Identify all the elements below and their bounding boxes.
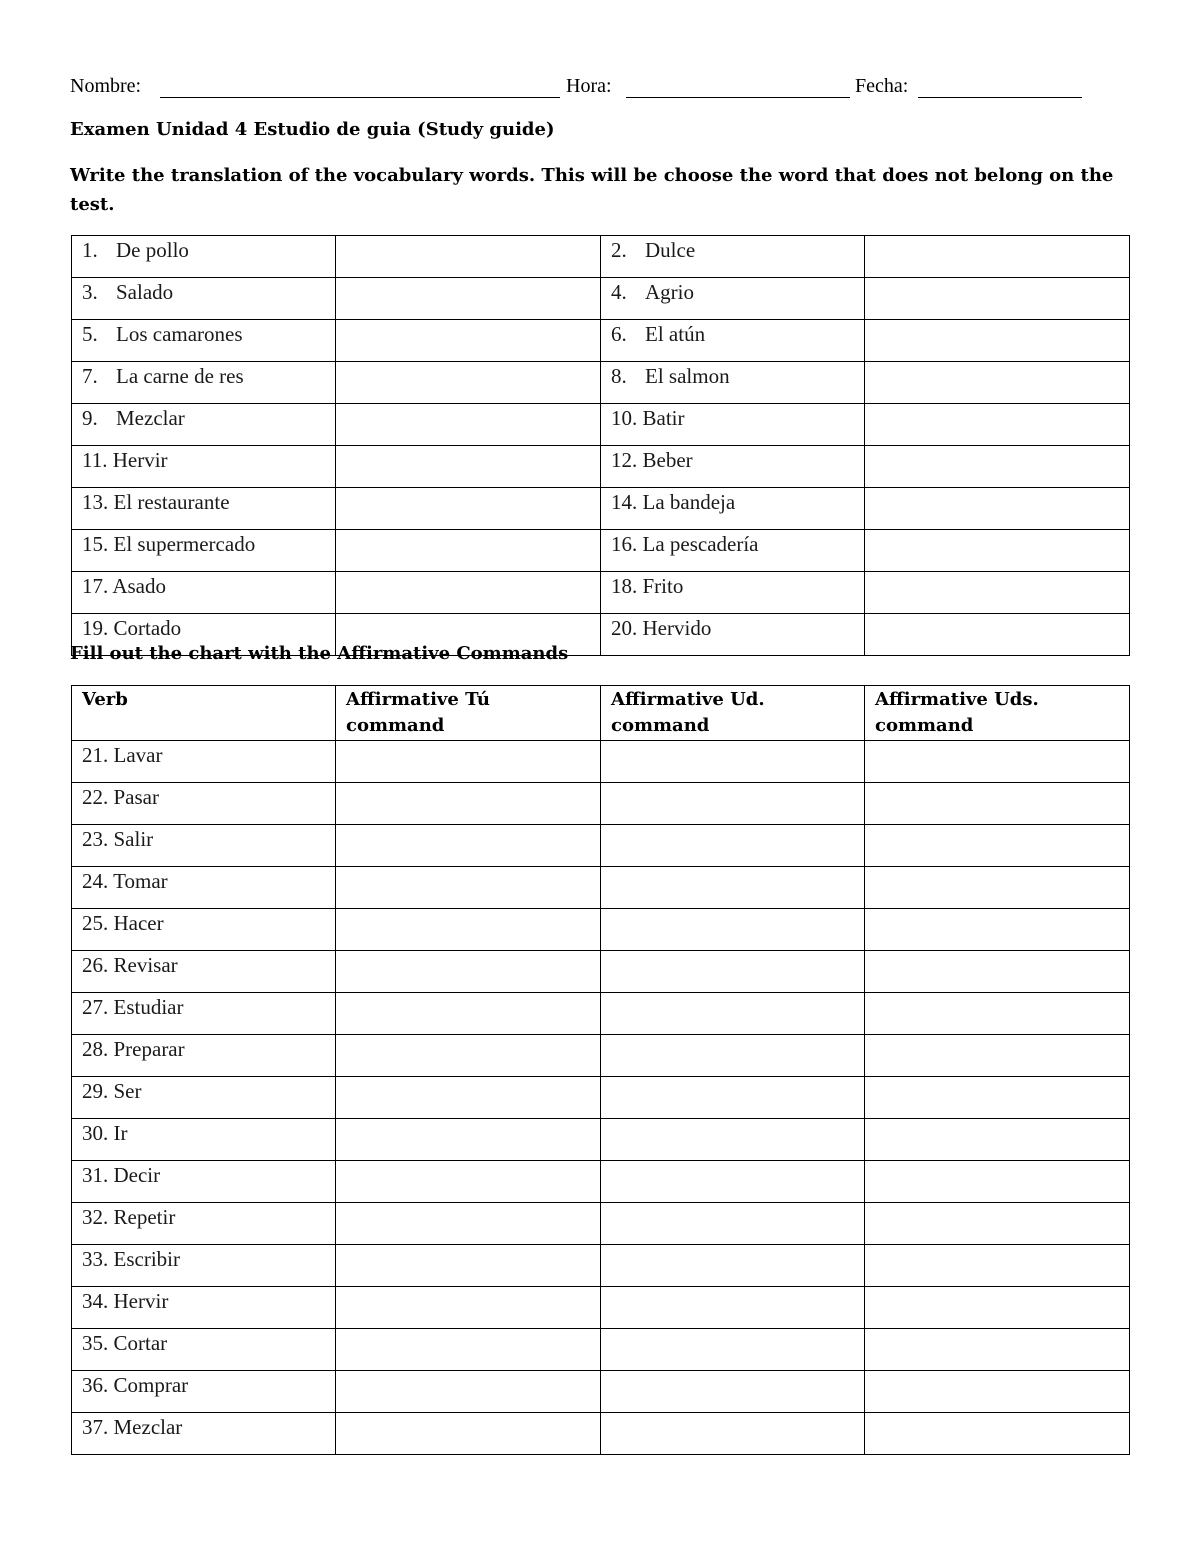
vocab-row bbox=[72, 488, 1130, 530]
command-answer-cell[interactable] bbox=[336, 1035, 601, 1077]
vocab-word-cell bbox=[601, 488, 865, 530]
verb-cell: 24. Tomar bbox=[72, 867, 336, 909]
command-answer-cell[interactable] bbox=[336, 1287, 601, 1329]
item-number: 6. bbox=[611, 322, 627, 346]
vocab-word-cell bbox=[601, 320, 865, 362]
command-answer-cell[interactable] bbox=[865, 1371, 1130, 1413]
command-answer-cell[interactable] bbox=[865, 1287, 1130, 1329]
vocab-word: El salmon bbox=[645, 364, 730, 388]
command-answer-cell[interactable] bbox=[601, 1245, 865, 1287]
command-answer-cell[interactable] bbox=[601, 1287, 865, 1329]
verb-cell: 27. Estudiar bbox=[72, 993, 336, 1035]
item-number: 5. bbox=[82, 322, 98, 346]
command-answer-cell[interactable] bbox=[601, 825, 865, 867]
command-answer-cell[interactable] bbox=[865, 909, 1130, 951]
vocab-word: 16. La pescadería bbox=[611, 532, 759, 556]
command-row bbox=[72, 741, 1130, 783]
command-answer-cell[interactable] bbox=[865, 825, 1130, 867]
command-answer-cell[interactable] bbox=[601, 867, 865, 909]
command-answer-cell[interactable] bbox=[601, 1203, 865, 1245]
command-row bbox=[72, 1119, 1130, 1161]
command-answer-cell[interactable] bbox=[336, 993, 601, 1035]
translation-answer-cell[interactable] bbox=[336, 530, 601, 572]
verb-cell: 36. Comprar bbox=[72, 1371, 336, 1413]
column-header: Affirmative Uds. command bbox=[865, 686, 1130, 741]
command-answer-cell[interactable] bbox=[601, 1161, 865, 1203]
verb-cell: 30. Ir bbox=[72, 1119, 336, 1161]
translation-answer-cell[interactable] bbox=[336, 572, 601, 614]
command-row bbox=[72, 867, 1130, 909]
command-answer-cell[interactable] bbox=[336, 1161, 601, 1203]
command-answer-cell[interactable] bbox=[601, 741, 865, 783]
verb-cell: 26. Revisar bbox=[72, 951, 336, 993]
command-answer-cell[interactable] bbox=[601, 1077, 865, 1119]
command-row bbox=[72, 1245, 1130, 1287]
verb-cell: 35. Cortar bbox=[72, 1329, 336, 1371]
command-row bbox=[72, 993, 1130, 1035]
fecha-label: Fecha: bbox=[855, 75, 909, 97]
command-answer-cell[interactable] bbox=[601, 1119, 865, 1161]
vocab-word: 15. El supermercado bbox=[82, 532, 256, 556]
item-number: 4. bbox=[611, 280, 627, 304]
command-answer-cell[interactable] bbox=[865, 1035, 1130, 1077]
vocab-row bbox=[72, 362, 1130, 404]
translation-answer-cell[interactable] bbox=[865, 404, 1130, 446]
item-number: 2. bbox=[611, 238, 627, 262]
vocab-word-cell bbox=[72, 446, 336, 488]
hora-blank[interactable] bbox=[626, 97, 850, 98]
command-row bbox=[72, 1371, 1130, 1413]
command-row bbox=[72, 1161, 1130, 1203]
verb-cell: 37. Mezclar bbox=[72, 1413, 336, 1455]
item-number: 3. bbox=[82, 280, 98, 304]
command-row bbox=[72, 783, 1130, 825]
command-answer-cell[interactable] bbox=[601, 1035, 865, 1077]
command-answer-cell[interactable] bbox=[601, 993, 865, 1035]
verb-cell: 23. Salir bbox=[72, 825, 336, 867]
vocab-word: 13. El restaurante bbox=[82, 490, 230, 514]
command-answer-cell[interactable] bbox=[865, 1245, 1130, 1287]
command-answer-cell[interactable] bbox=[601, 909, 865, 951]
translation-answer-cell[interactable] bbox=[865, 488, 1130, 530]
command-row bbox=[72, 909, 1130, 951]
item-number: 1. bbox=[82, 238, 98, 262]
vocab-table bbox=[71, 235, 1130, 656]
column-header: Affirmative Tú command bbox=[336, 686, 601, 741]
vocab-word: Dulce bbox=[645, 238, 696, 262]
vocab-word: 11. Hervir bbox=[82, 448, 168, 472]
vocab-word: 14. La bandeja bbox=[611, 490, 736, 514]
command-answer-cell[interactable] bbox=[336, 1371, 601, 1413]
command-row bbox=[72, 1329, 1130, 1371]
vocab-word-cell bbox=[601, 530, 865, 572]
item-number: 8. bbox=[611, 364, 627, 388]
vocab-word: 20. Hervido bbox=[611, 616, 712, 640]
nombre-label: Nombre: bbox=[70, 75, 142, 97]
verb-cell: 28. Preparar bbox=[72, 1035, 336, 1077]
column-header: Affirmative Ud. command bbox=[601, 686, 865, 741]
command-row bbox=[72, 1287, 1130, 1329]
command-answer-cell[interactable] bbox=[601, 1371, 865, 1413]
vocab-row bbox=[72, 530, 1130, 572]
vocab-word-cell bbox=[72, 572, 336, 614]
vocab-word-cell bbox=[72, 320, 336, 362]
command-answer-cell[interactable] bbox=[601, 783, 865, 825]
student-info-line bbox=[70, 72, 1130, 102]
commands-heading: Fill out the chart with the Affirmative Commands bbox=[70, 643, 569, 664]
command-answer-cell[interactable] bbox=[865, 993, 1130, 1035]
vocab-word: 18. Frito bbox=[611, 574, 684, 598]
verb-cell: 21. Lavar bbox=[72, 741, 336, 783]
verb-cell: 31. Decir bbox=[72, 1161, 336, 1203]
translation-answer-cell[interactable] bbox=[865, 278, 1130, 320]
command-answer-cell[interactable] bbox=[865, 951, 1130, 993]
vocab-word-cell bbox=[72, 278, 336, 320]
command-row bbox=[72, 1203, 1130, 1245]
translation-answer-cell[interactable] bbox=[336, 236, 601, 278]
translation-answer-cell[interactable] bbox=[865, 236, 1130, 278]
verb-cell: 22. Pasar bbox=[72, 783, 336, 825]
translation-answer-cell[interactable] bbox=[336, 446, 601, 488]
command-answer-cell[interactable] bbox=[601, 1329, 865, 1371]
command-answer-cell[interactable] bbox=[336, 1203, 601, 1245]
vocab-row bbox=[72, 278, 1130, 320]
vocab-word-cell bbox=[72, 404, 336, 446]
commands-table bbox=[71, 685, 1130, 1455]
vocab-word-cell bbox=[601, 572, 865, 614]
vocab-word: Los camarones bbox=[116, 322, 243, 346]
page-title: Examen Unidad 4 Estudio de guia (Study guide) bbox=[70, 119, 555, 140]
vocab-word-cell bbox=[601, 236, 865, 278]
vocab-instructions: Write the translation of the vocabulary words. This will be choose the word that does not belong on the test. bbox=[70, 165, 1114, 215]
vocab-word-cell bbox=[72, 236, 336, 278]
translation-answer-cell[interactable] bbox=[336, 404, 601, 446]
commands-header-row bbox=[72, 686, 1130, 741]
vocab-word-cell bbox=[72, 530, 336, 572]
translation-answer-cell[interactable] bbox=[336, 320, 601, 362]
command-answer-cell[interactable] bbox=[865, 1161, 1130, 1203]
command-row bbox=[72, 825, 1130, 867]
verb-cell: 25. Hacer bbox=[72, 909, 336, 951]
vocab-word-cell bbox=[601, 404, 865, 446]
command-row bbox=[72, 951, 1130, 993]
verb-cell: 32. Repetir bbox=[72, 1203, 336, 1245]
vocab-word: 12. Beber bbox=[611, 448, 693, 472]
vocab-row bbox=[72, 446, 1130, 488]
vocab-word-cell bbox=[601, 614, 865, 656]
command-answer-cell[interactable] bbox=[865, 1077, 1130, 1119]
translation-answer-cell[interactable] bbox=[865, 446, 1130, 488]
vocab-row bbox=[72, 572, 1130, 614]
translation-answer-cell[interactable] bbox=[865, 572, 1130, 614]
vocab-word-cell bbox=[601, 446, 865, 488]
command-answer-cell[interactable] bbox=[865, 867, 1130, 909]
command-answer-cell[interactable] bbox=[865, 1329, 1130, 1371]
vocab-row bbox=[72, 236, 1130, 278]
vocab-word: 10. Batir bbox=[611, 406, 685, 430]
vocab-word: De pollo bbox=[116, 238, 189, 262]
translation-answer-cell[interactable] bbox=[865, 530, 1130, 572]
command-answer-cell[interactable] bbox=[865, 741, 1130, 783]
command-answer-cell[interactable] bbox=[865, 1203, 1130, 1245]
command-answer-cell[interactable] bbox=[336, 741, 601, 783]
command-row bbox=[72, 1077, 1130, 1119]
translation-answer-cell[interactable] bbox=[865, 320, 1130, 362]
vocab-word-cell bbox=[601, 278, 865, 320]
vocab-word-cell bbox=[72, 488, 336, 530]
command-answer-cell[interactable] bbox=[336, 783, 601, 825]
vocab-word: Agrio bbox=[645, 280, 694, 304]
translation-answer-cell[interactable] bbox=[336, 278, 601, 320]
command-answer-cell[interactable] bbox=[336, 1413, 601, 1455]
vocab-word-cell bbox=[72, 362, 336, 404]
command-answer-cell[interactable] bbox=[336, 909, 601, 951]
translation-answer-cell[interactable] bbox=[336, 362, 601, 404]
verb-cell: 33. Escribir bbox=[72, 1245, 336, 1287]
hora-label: Hora: bbox=[566, 75, 612, 97]
command-answer-cell[interactable] bbox=[336, 1077, 601, 1119]
command-answer-cell[interactable] bbox=[336, 1119, 601, 1161]
translation-answer-cell[interactable] bbox=[865, 362, 1130, 404]
vocab-word: 19. Cortado bbox=[82, 616, 182, 640]
translation-answer-cell[interactable] bbox=[865, 614, 1130, 656]
verb-cell: 34. Hervir bbox=[72, 1287, 336, 1329]
vocab-word: El atún bbox=[645, 322, 706, 346]
command-answer-cell[interactable] bbox=[336, 951, 601, 993]
translation-answer-cell[interactable] bbox=[336, 488, 601, 530]
command-answer-cell[interactable] bbox=[336, 867, 601, 909]
fecha-blank[interactable] bbox=[918, 97, 1082, 98]
command-answer-cell[interactable] bbox=[865, 1413, 1130, 1455]
command-row bbox=[72, 1035, 1130, 1077]
vocab-word: Mezclar bbox=[116, 406, 185, 430]
vocab-word: 17. Asado bbox=[82, 574, 166, 598]
command-answer-cell[interactable] bbox=[865, 1119, 1130, 1161]
command-answer-cell[interactable] bbox=[601, 951, 865, 993]
item-number: 7. bbox=[82, 364, 98, 388]
command-answer-cell[interactable] bbox=[336, 1329, 601, 1371]
vocab-word: La carne de res bbox=[116, 364, 244, 388]
item-number: 9. bbox=[82, 406, 98, 430]
command-row bbox=[72, 1413, 1130, 1455]
vocab-word: Salado bbox=[116, 280, 174, 304]
vocab-row bbox=[72, 404, 1130, 446]
command-answer-cell[interactable] bbox=[336, 1245, 601, 1287]
vocab-word-cell bbox=[601, 362, 865, 404]
command-answer-cell[interactable] bbox=[601, 1413, 865, 1455]
command-answer-cell[interactable] bbox=[865, 783, 1130, 825]
column-header: Verb bbox=[72, 686, 336, 741]
nombre-blank[interactable] bbox=[160, 97, 560, 98]
vocab-row bbox=[72, 320, 1130, 362]
verb-cell: 29. Ser bbox=[72, 1077, 336, 1119]
command-answer-cell[interactable] bbox=[336, 825, 601, 867]
